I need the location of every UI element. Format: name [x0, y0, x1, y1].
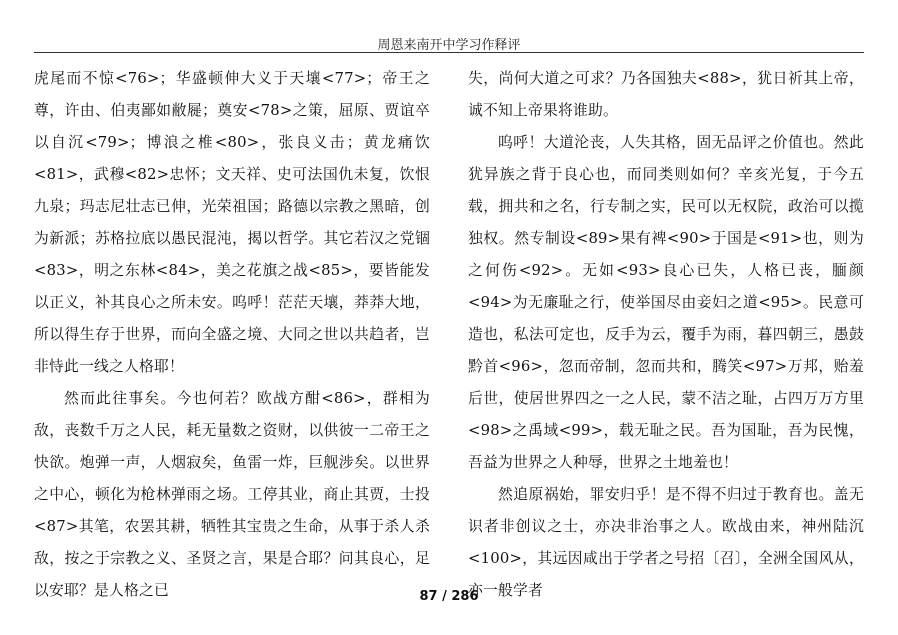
paragraph: 失，尚何大道之可求？乃各国独夫<88>，犹日祈其上帝，诚不知上帝果将谁助。 [468, 70, 864, 119]
paragraph: 然而此往事矣。今也何若？欧战方酣<86>，群相为敌，丧数千万之人民，耗无量数之资财，以供彼一二帝王之快欲。炮弹一声，人烟寂矣，鱼雷一炸，巨舰涉矣。以世界之中心，顿化为枪林弹雨之场。工停其业，商止其贾，士投<87>其笔，农罢其耕，牺牲其宝贵之生命，从事于杀人杀敌，按之于宗教之义、圣贤之言，果是合耶？问其良心，足以安耶？是人格之已 [34, 390, 430, 599]
right-column [468, 63, 864, 607]
paragraph: 呜呼！大道沦丧，人失其格，固无品评之价值也。然此犹异族之背于良心也，而同类则如何？辛亥光复，于今五载，拥共和之名，行专制之实，民可以无权院，政治可以揽独权。然专制设<89>果有裨<90>于国是<91>也，则为之何伤<92>。无如<93>良心已失，人格已丧，腼颜<94>为无廉耻之行，使举国尽由妾妇之道<95>。民意可造也，私法可定也，反手为云，覆手为雨，暮四朝三，愚鼓黔首<96>，忽而帝制，忽而共和，腾笑<97>万邦，贻羞后世，使居世界四之一之人民，蒙不洁之耻，占四万万方里<98>之禹域<99>，载无耻之民。吾为国耻，吾为民愧，吾益为世界之人种辱，世界之土地羞也！ [468, 134, 864, 471]
page-number: 87 / 286 [419, 589, 479, 604]
paragraph: 然追原祸始，罪安归乎！是不得不归过于教育也。盖无识者非创议之士，亦决非治事之人。欧战由来，神州陆沉<100>，其远因咸出于学者之号招〔召〕，全洲全国风从，亦一般学者 [468, 486, 864, 599]
left-column [34, 63, 430, 607]
header-rule [34, 52, 864, 53]
running-header: 周恩来南开中学习作释评 [377, 38, 521, 53]
paragraph: 虎尾而不惊<76>；华盛顿伸大义于天壤<77>；帝王之尊，许由、伯夷鄙如敝屣；奠安<78>之策，屈原、贾谊卒以自沉<79>；博浪之椎<80>，张良义击；黄龙痛饮<81>，武穆<82>忠怀；文天祥、史可法国仇未复，饮恨九泉；玛志尼壮志已伸，光荣祖国；路德以宗教之黑暗，创为新派；苏格拉底以愚民混沌，揭以哲学。其它若汉之党锢<83>，明之东林<84>，美之花旗之战<85>，要皆能发以正义，补其良心之所未安。呜呼！茫茫天壤，莽莽大地，所以得生存于世界，而向全盛之境、大同之世以共趋者，岂非恃此一线之人格耶！ [34, 70, 430, 375]
